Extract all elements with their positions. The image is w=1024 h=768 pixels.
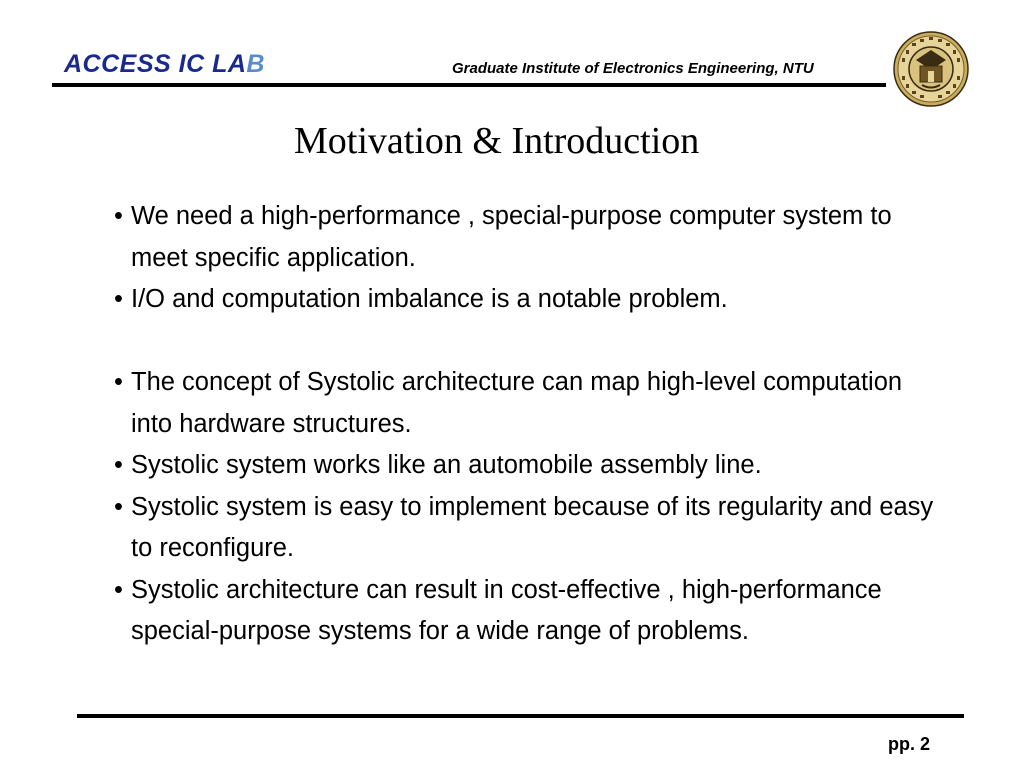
university-seal-icon [892, 30, 970, 108]
bullet-item: • Systolic architecture can result in cost-effective , high-performance special-purpose systems for a wide range of problems. [112, 570, 942, 653]
bullet-item: • The concept of Systolic architecture can map high-level computation into hardware structures. [112, 362, 942, 445]
lab-name-main: ACCESS IC LA [64, 50, 247, 78]
institute-name: Graduate Institute of Electronics Engineering, NTU [452, 60, 814, 77]
bullet-item: • Systolic system works like an automobile assembly line. [112, 445, 942, 487]
bullet-item: • We need a high-performance , special-purpose computer system to meet specific application. [112, 196, 942, 279]
slide-title: Motivation & Introduction [294, 120, 700, 162]
bullet-list [112, 196, 942, 653]
lab-name-fade: B [246, 50, 265, 78]
page-number: pp. 2 [888, 734, 931, 754]
bullet-item: • Systolic system is easy to implement because of its regularity and easy to reconfigure. [112, 487, 942, 570]
footer-divider [77, 714, 964, 718]
lab-logo-text [64, 52, 265, 77]
header-divider [52, 83, 886, 87]
bullet-item: • I/O and computation imbalance is a notable problem. [112, 279, 942, 321]
